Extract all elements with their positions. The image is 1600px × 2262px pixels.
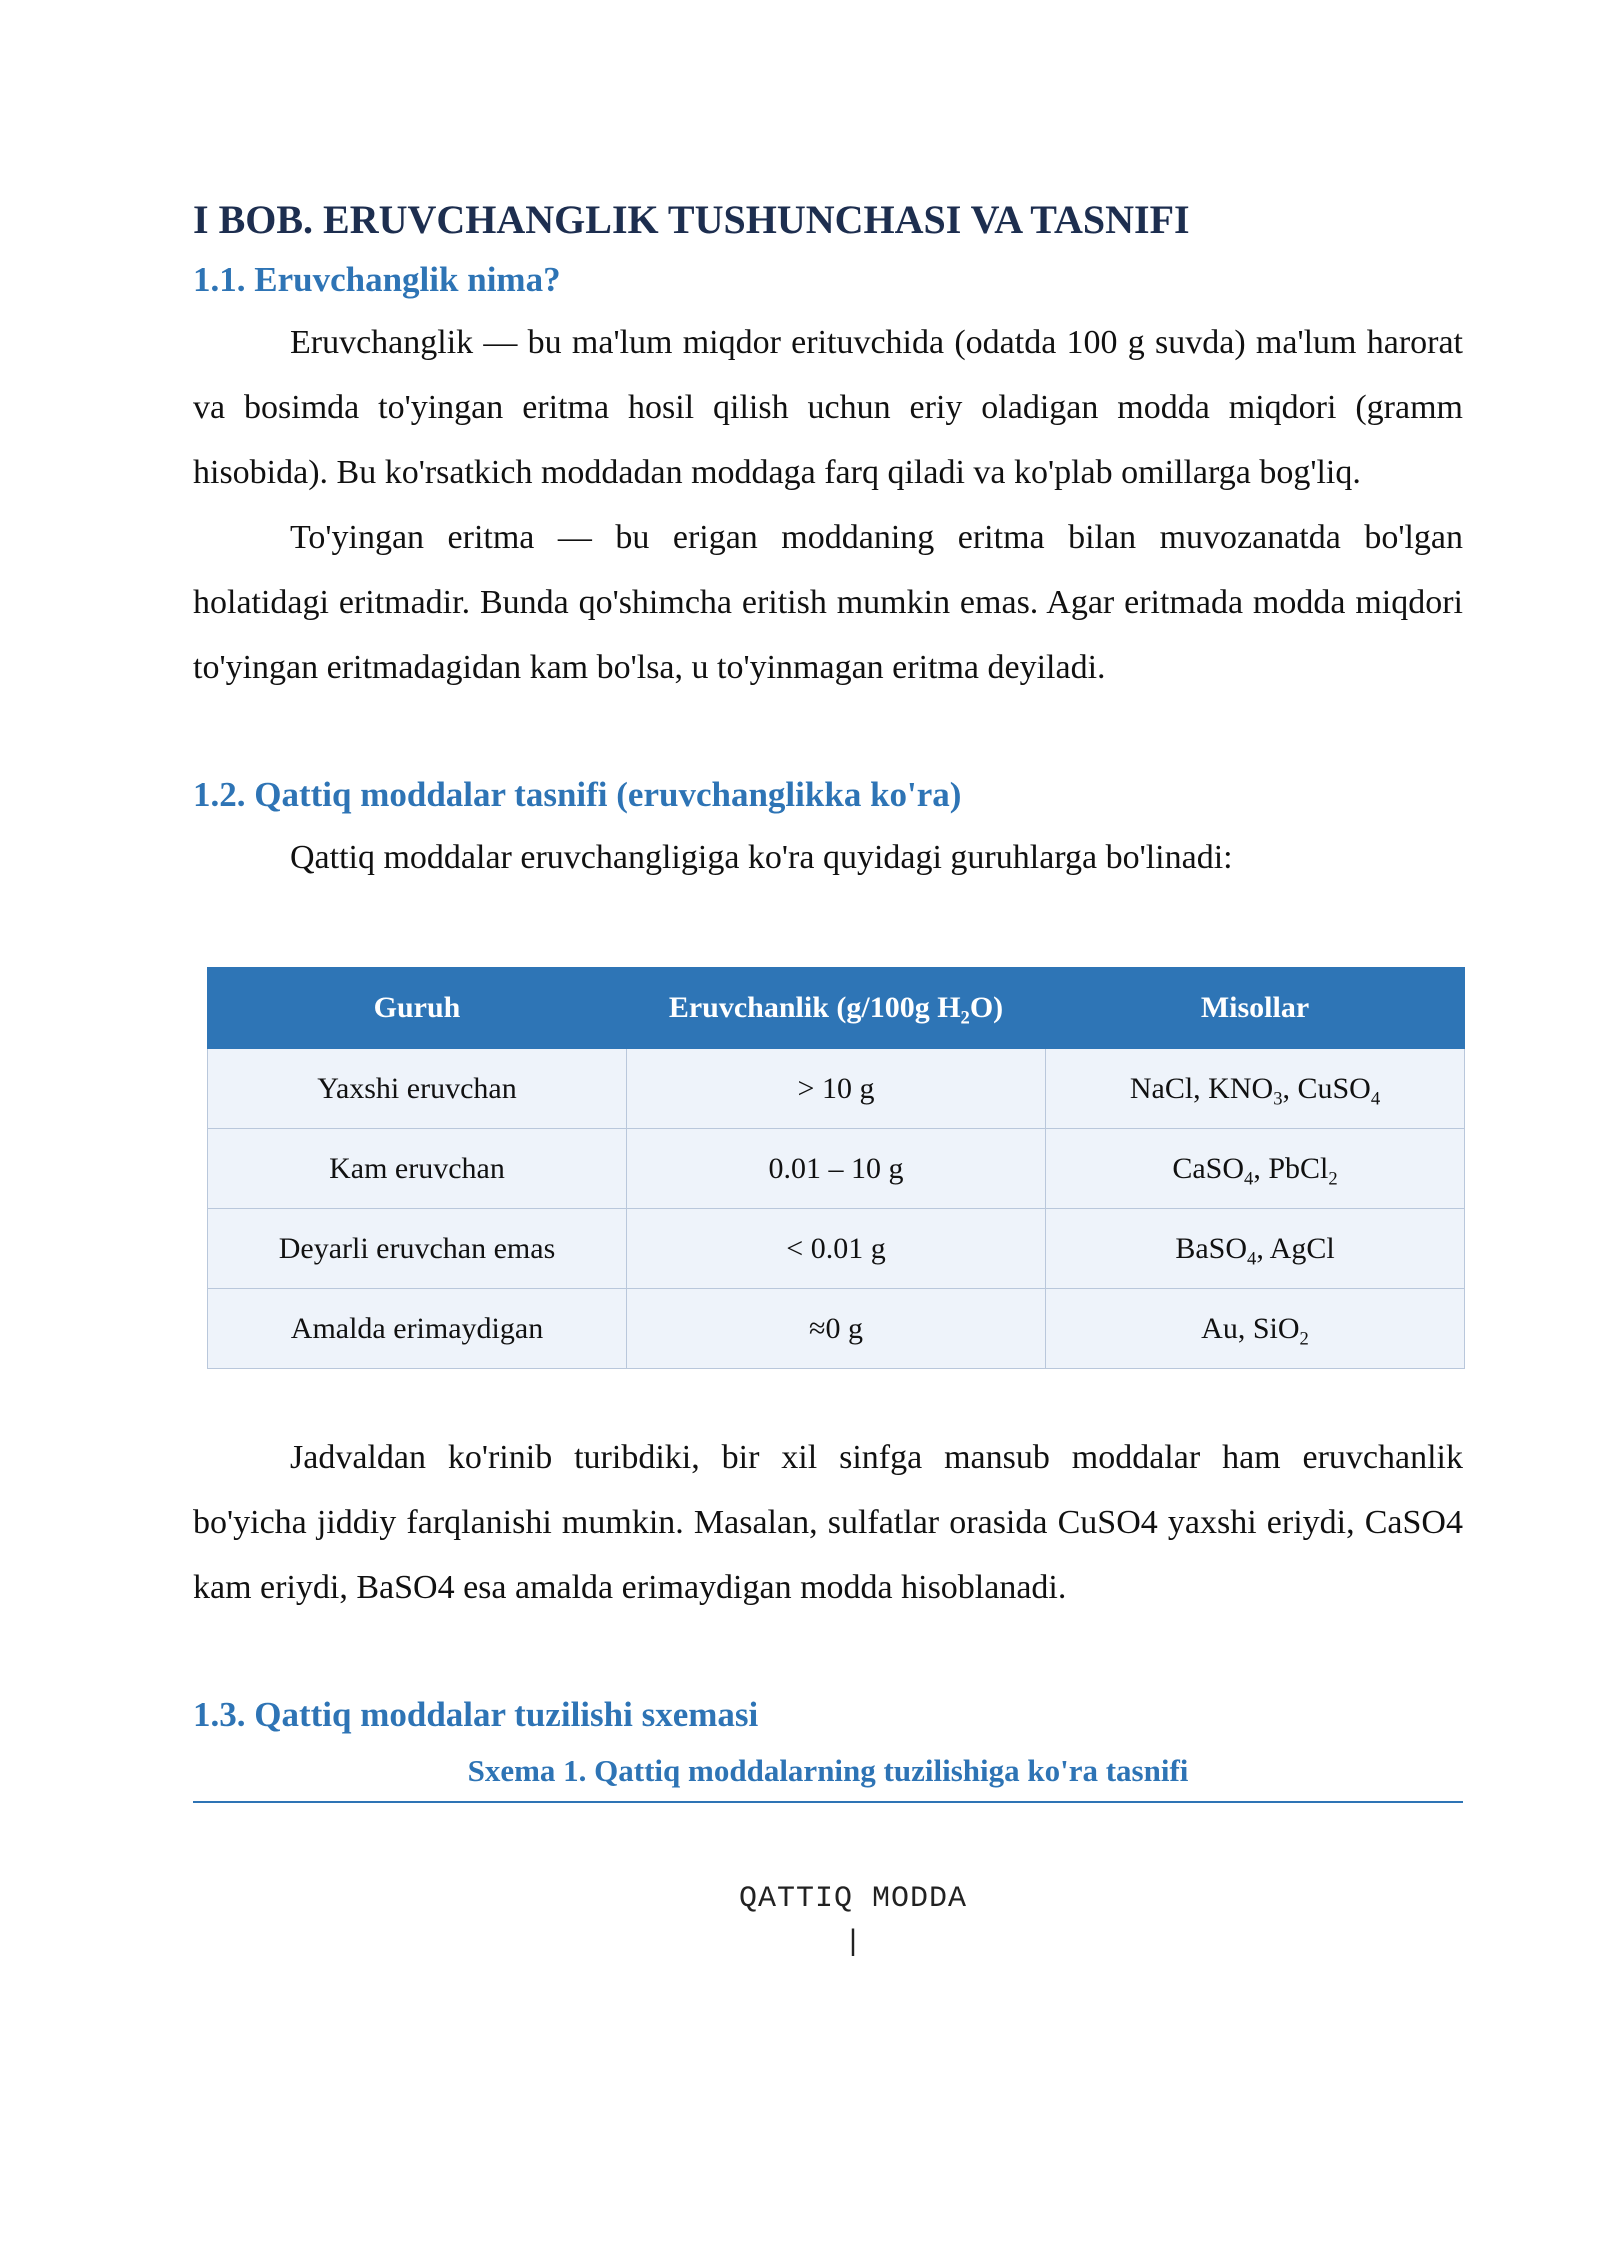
cell-solubility: > 10 g (627, 1049, 1046, 1129)
paragraph-saturated-solution: To'yingan eritma — bu erigan moddaning eritma bilan muvozanatda bo'lgan holatidagi eritmadir. Bunda qo'shimcha eritish mumkin emas. Agar eritmada modda miqdori to'yingan eritmadagidan kam bo'lsa, u to'yinmagan eritma deyiladi. (193, 519, 1463, 686)
header-solubility-sub: 2 (960, 1007, 970, 1029)
section-gap (193, 1620, 1463, 1685)
schema-connector: | (843, 1926, 862, 1960)
schema-root-node: QATTIQ MODDA (738, 1882, 968, 1916)
formula (1201, 1311, 1309, 1349)
table-row (208, 1049, 1465, 1129)
schema-caption: Sxema 1. Qattiq moddalarning tuzilishiga ko'ra tasnifi (193, 1745, 1463, 1803)
cell-examples (1046, 1209, 1465, 1289)
paragraph-table-intro: Qattiq moddalar eruvchangligiga ko'ra quyidagi guruhlarga bo'linadi: (290, 839, 1233, 876)
paragraph-solubility-definition: Eruvchanglik — bu ma'lum miqdor erituvchida (odatda 100 g suvda) ma'lum harorat va bosimda to'yingan eritma hosil qilish uchun eriy oladigan modda miqdori (gramm hisobida). Bu ko'rsatkich moddadan moddaga farq qiladi va ko'plab omillarga bog'liq. (193, 324, 1463, 491)
cell-examples (1046, 1289, 1465, 1369)
section-gap (193, 700, 1463, 765)
cell-examples (1046, 1129, 1465, 1209)
cell-group: Kam eruvchan (208, 1129, 627, 1209)
formula (1172, 1151, 1338, 1189)
section-title-1-2: 1.2. Qattiq moddalar tasnifi (eruvchanglikka ko'ra) (193, 775, 962, 814)
formula-part: Au, SiO (1201, 1311, 1300, 1345)
formula-subscript: 4 (1370, 1088, 1381, 1109)
header-group: Guruh (208, 968, 627, 1049)
formula-part: NaCl, KNO (1129, 1071, 1274, 1105)
formula-subscript: 2 (1328, 1168, 1338, 1189)
formula-part: , AgCl (1256, 1231, 1335, 1265)
table-gap-bottom (193, 1369, 1463, 1425)
formula-subscript: 2 (1299, 1328, 1309, 1349)
table-row (208, 1129, 1465, 1209)
cell-solubility: 0.01 – 10 g (627, 1129, 1046, 1209)
formula-subscript: 4 (1244, 1168, 1254, 1189)
formula-subscript: 3 (1273, 1088, 1283, 1109)
header-solubility-main: Eruvchanlik (g/100g H (668, 991, 961, 1024)
cell-group: Deyarli eruvchan emas (208, 1209, 627, 1289)
cell-group: Yaxshi eruvchan (208, 1049, 627, 1129)
section-title-1-1: 1.1. Eruvchanglik nima? (193, 260, 561, 299)
cell-examples (1046, 1049, 1465, 1129)
table-gap-top (193, 890, 1463, 967)
solubility-table (207, 967, 1465, 1369)
cell-group: Amalda erimaydigan (208, 1289, 627, 1369)
formula-part: , PbCl (1253, 1151, 1329, 1185)
formula-part: , CuSO (1282, 1071, 1371, 1105)
cell-solubility: ≈0 g (627, 1289, 1046, 1369)
formula-subscript: 4 (1247, 1248, 1257, 1269)
cell-solubility: < 0.01 g (627, 1209, 1046, 1289)
paragraph-table-conclusion: Jadvaldan ko'rinib turibdiki, bir xil sinfga mansub moddalar ham eruvchanlik bo'yicha jiddiy farqlanishi mumkin. Masalan, sulfatlar orasida CuSO4 yaxshi eriydi, CaSO4 kam eriydi, BaSO4 esa amalda erimaydigan modda hisoblanadi. (193, 1439, 1463, 1606)
table-row (208, 1289, 1465, 1369)
header-solubility-tail: O) (969, 991, 1004, 1024)
document-page (193, 190, 1463, 1965)
chapter-title: I BOB. ERUVCHANGLIK TUSHUNCHASI VA TASNIFI (193, 197, 1190, 242)
table-header-row (208, 968, 1465, 1049)
formula (1129, 1071, 1381, 1109)
header-solubility (627, 968, 1046, 1049)
formula-part: CaSO (1172, 1151, 1245, 1185)
section-title-1-3: 1.3. Qattiq moddalar tuzilishi sxemasi (193, 1695, 759, 1734)
table-row (208, 1209, 1465, 1289)
formula (1175, 1231, 1335, 1269)
header-examples: Misollar (1046, 968, 1465, 1049)
formula-part: BaSO (1175, 1231, 1248, 1265)
